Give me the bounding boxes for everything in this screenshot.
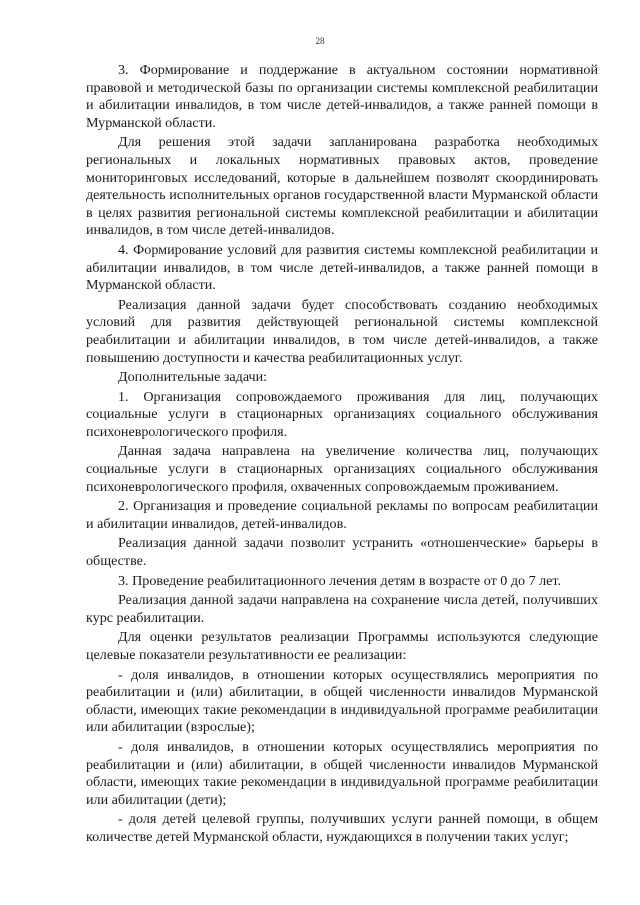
paragraph-additional-task-3: 3. Проведение реабилитационного лечения детям в возрасте от 0 до 7 лет. bbox=[118, 572, 562, 589]
paragraph-additional-task-2-description: Реализация данной задачи позволит устранить «отношенческие» барьеры в обществе. bbox=[86, 535, 598, 570]
paragraph-task-3: 3. Формирование и поддержание в актуальном состоянии нормативной правовой и методической базы по организации системы комплексной реабилитации и абилитации инвалидов, в том числе детей-инвалидов, а также ранней помощи в Мурманской области. bbox=[86, 62, 598, 131]
paragraph-task-3-description: Для решения этой задачи запланирована разработка необходимых региональных и локальных нормативных правовых актов, проведение мониторинговых исследований, которые в дальнейшем позволят скоординировать деятельность исполнительных органов государственной власти Мурманской области в целях развития региональной системы комплексной реабилитации и абилитации инвалидов, в том числе детей-инвалидов. bbox=[86, 134, 598, 239]
paragraph-task-4: 4. Формирование условий для развития системы комплексной реабилитации и абилитации инвалидов, в том числе детей-инвалидов, а также ранней помощи в Мурманской области. bbox=[86, 241, 598, 294]
paragraph-task-4-description: Реализация данной задачи будет способствовать созданию необходимых условий для развития действующей региональной системы комплексной реабилитации и абилитации инвалидов, в том числе детей-инвалидов, а также повышению доступности и качества реабилитационных услуг. bbox=[86, 296, 598, 366]
page-number: 28 bbox=[315, 36, 325, 46]
paragraph-additional-task-2: 2. Организация и проведение социальной рекламы по вопросам реабилитации и абилитации инвалидов, детей-инвалидов. bbox=[86, 498, 598, 532]
paragraph-indicator-children: - доля инвалидов, в отношении которых осуществлялись мероприятия по реабилитации и (или) абилитации, в общей численности инвалидов Мурманской области, имеющих такие рекомендации в индивидуальной программе реабилитации или абилитации (дети); bbox=[86, 738, 598, 808]
paragraph-additional-task-3-description: Реализация данной задачи направлена на сохранение числа детей, получивших курс реабилитации. bbox=[86, 592, 598, 626]
paragraph-indicators-intro: Для оценки результатов реализации Программы используются следующие целевые показатели результативности ее реализации: bbox=[86, 629, 598, 663]
paragraph-indicator-adults: - доля инвалидов, в отношении которых осуществлялись мероприятия по реабилитации и (или) абилитации, в общей численности инвалидов Мурманской области, имеющих такие рекомендации в индивидуальной программе реабилитации или абилитации (взрослые); bbox=[86, 666, 598, 736]
paragraph-additional-tasks-heading: Дополнительные задачи: bbox=[118, 369, 268, 386]
paragraph-additional-task-1: 1. Организация сопровождаемого проживания для лиц, получающих социальные услуги в стационарных организациях социального обслуживания психоневрологического профиля. bbox=[86, 388, 598, 440]
document-body bbox=[86, 62, 598, 847]
paragraph-indicator-early-help: - доля детей целевой группы, получивших услуги ранней помощи, в общем количестве детей Мурманской области, нуждающихся в получении таких услуг; bbox=[86, 811, 598, 845]
paragraph-additional-task-1-description: Данная задача направлена на увеличение количества лиц, получающих социальные услуги в стационарных организациях социального обслуживания психоневрологического профиля, охваченных сопровождаемым проживанием. bbox=[86, 443, 598, 495]
